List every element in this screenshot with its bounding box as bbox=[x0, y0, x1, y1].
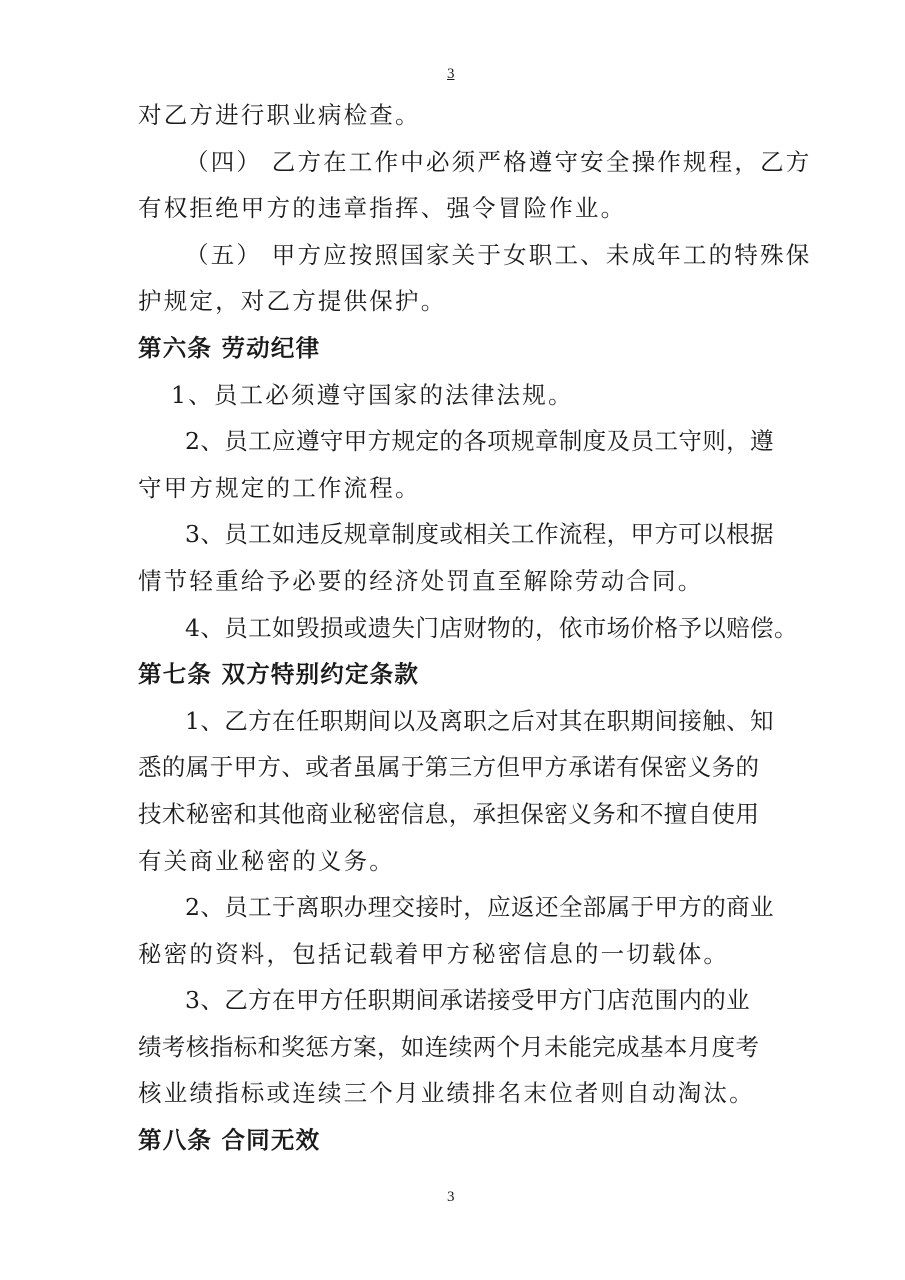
paragraph-line: 2、员工于离职办理交接时，应返还全部属于甲方的商业 bbox=[185, 893, 774, 922]
paragraph-line: 有关商业秘密的义务。 bbox=[138, 846, 395, 875]
paragraph-line: 3、员工如违反规章制度或相关工作流程，甲方可以根据 bbox=[185, 520, 774, 549]
paragraph-line: 3、乙方在甲方任职期间承诺接受甲方门店范围内的业 bbox=[185, 986, 751, 1015]
paragraph-line: 技术秘密和其他商业秘密信息，承担保密义务和不擅自使用 bbox=[138, 799, 760, 828]
paragraph-line: 有权拒绝甲方的违章指挥、强令冒险作业。 bbox=[138, 194, 627, 223]
paragraph-line: 4、员工如毁损或遗失门店财物的，依市场价格予以赔偿。 bbox=[185, 613, 798, 642]
page-number-bottom: 3 bbox=[447, 1189, 455, 1205]
paragraph-line: 1、员工必须遵守国家的法律法规。 bbox=[171, 380, 574, 409]
paragraph-line: 1、乙方在任职期间以及离职之后对其在职期间接触、知 bbox=[185, 706, 774, 735]
document-body bbox=[138, 92, 812, 1164]
paragraph-line: （五） 甲方应按照国家关于女职工、未成年工的特殊保 bbox=[185, 240, 812, 269]
paragraph-line: 护规定，对乙方提供保护。 bbox=[138, 287, 447, 316]
page-number-top: 3 bbox=[447, 66, 455, 82]
paragraph-line: 悉的属于甲方、或者虽属于第三方但甲方承诺有保密义务的 bbox=[138, 753, 760, 782]
paragraph-line: 守甲方规定的工作流程。 bbox=[138, 473, 421, 502]
paragraph-line: 绩考核指标和奖惩方案，如连续两个月未能完成基本月度考 bbox=[138, 1032, 760, 1061]
section-heading-article-7: 第七条 双方特别约定条款 bbox=[138, 660, 420, 689]
paragraph-line: 核业绩指标或连续三个月业绩排名末位者则自动淘汰。 bbox=[138, 1079, 755, 1108]
paragraph-line: 2、员工应遵守甲方规定的各项规章制度及员工守则，遵 bbox=[185, 427, 774, 456]
paragraph-line: 秘密的资料，包括记载着甲方秘密信息的一切载体。 bbox=[138, 939, 730, 968]
paragraph-line: （四） 乙方在工作中必须严格遵守安全操作规程，乙方 bbox=[185, 147, 812, 176]
paragraph-line: 情节轻重给予必要的经济处罚直至解除劳动合同。 bbox=[138, 566, 704, 595]
section-heading-article-8: 第八条 合同无效 bbox=[138, 1126, 321, 1155]
paragraph-line: 对乙方进行职业病检查。 bbox=[138, 101, 421, 129]
section-heading-article-6: 第六条 劳动纪律 bbox=[138, 333, 321, 362]
